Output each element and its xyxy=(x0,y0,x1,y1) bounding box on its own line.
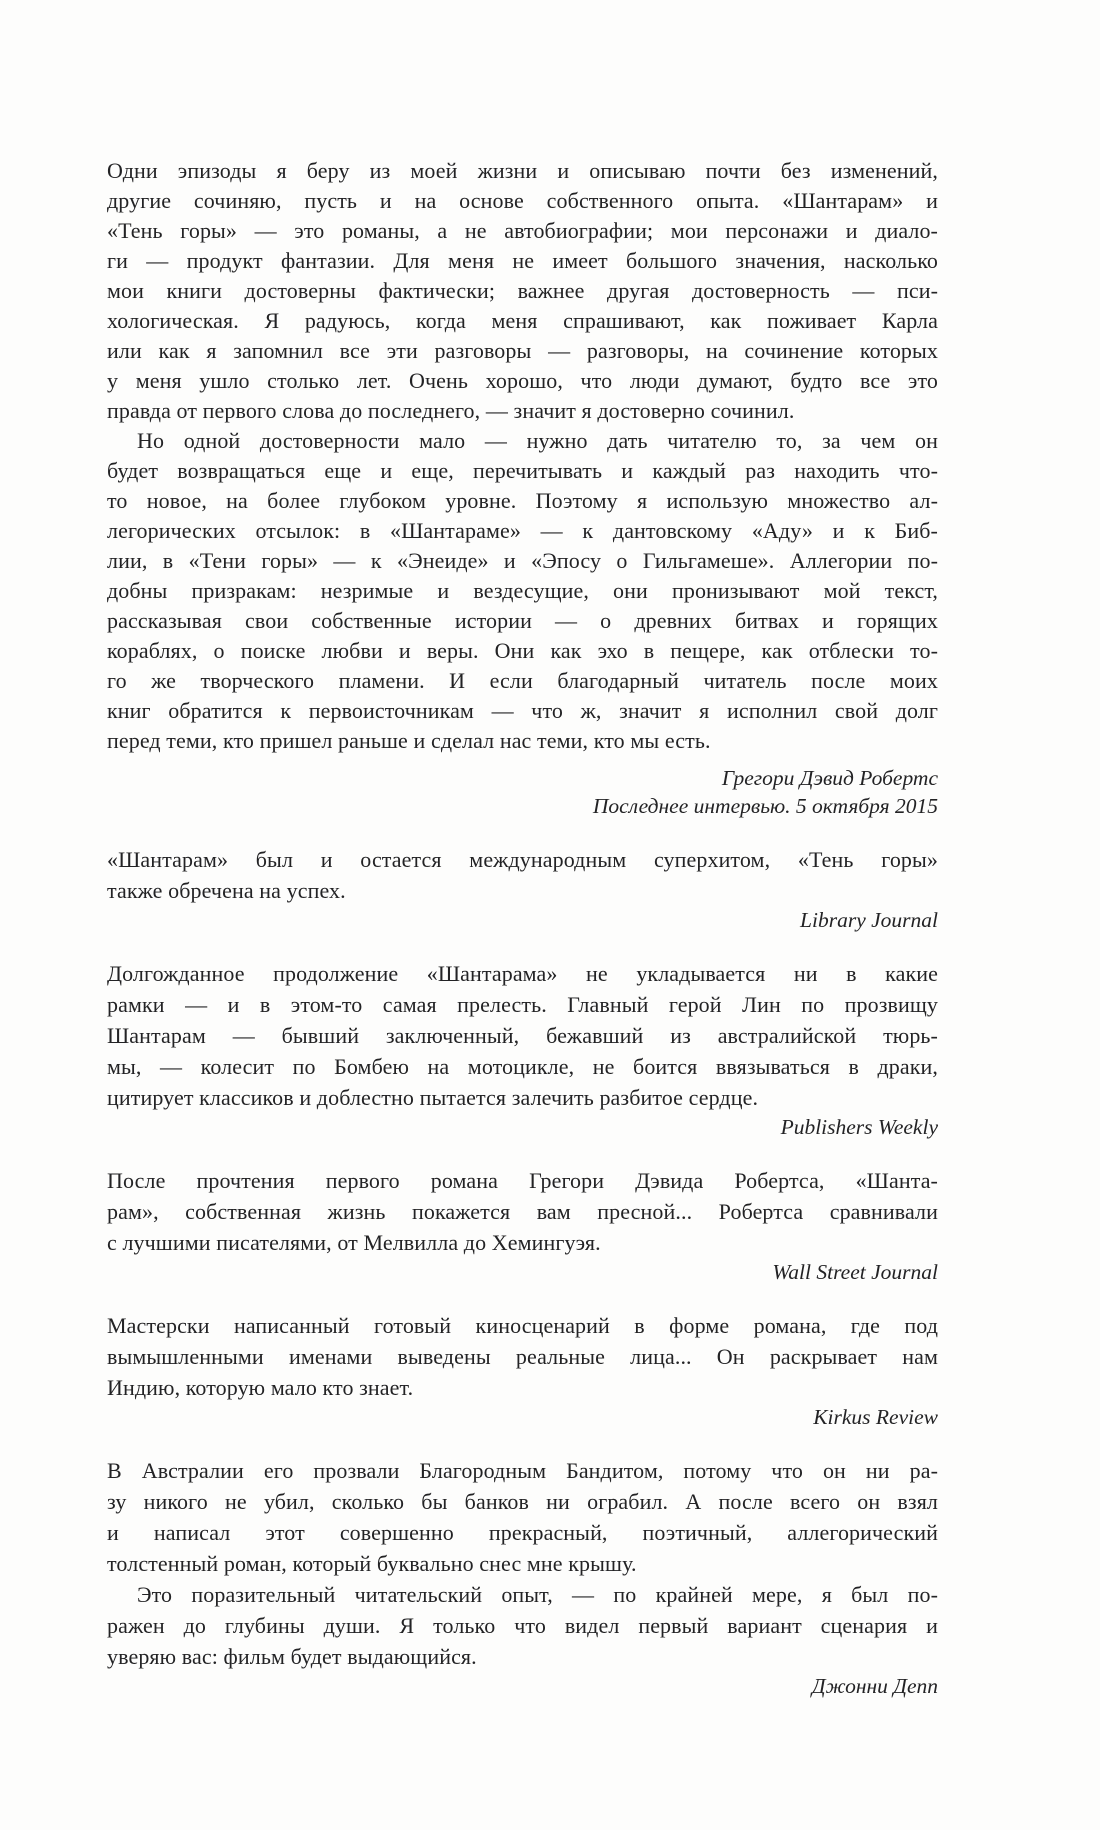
text-line: рассказывая свои собственные истории — о древних битвах и горящих xyxy=(107,608,938,633)
paragraph xyxy=(107,426,938,756)
paragraph xyxy=(107,844,938,906)
text-line: толстенный роман, который буквально снес мне крышу. xyxy=(107,1551,637,1576)
review-block xyxy=(107,958,938,1141)
text-line: зу никого не убил, сколько бы банков ни ограбил. А после всего он взял xyxy=(107,1489,938,1514)
text-line: и написал этот совершенно прекрасный, поэтичный, аллегорический xyxy=(107,1520,938,1545)
review-source: Publishers Weekly xyxy=(780,1115,938,1139)
paragraph xyxy=(107,1310,938,1403)
paragraph xyxy=(107,1579,938,1672)
paragraph xyxy=(107,1165,938,1258)
text-line: правда от первого слова до последнего, — значит я достоверно сочинил. xyxy=(107,398,795,423)
text-line: рам», собственная жизнь покажется вам пресной... Робертса сравнивали xyxy=(107,1199,938,1224)
paragraph xyxy=(107,1455,938,1579)
text-line: Это поразительный читательский опыт, — по крайней мере, я был по- xyxy=(137,1582,938,1607)
text-line: с лучшими писателями, от Мелвилла до Хемингуэя. xyxy=(107,1230,601,1255)
text-line: лии, в «Тени горы» — к «Энеиде» и «Эпосу о Гильгамеше». Аллегории по- xyxy=(107,548,938,573)
text-line: легорических отсылок: в «Шантараме» — к дантовскому «Аду» и к Биб- xyxy=(107,518,938,543)
review-block xyxy=(107,1165,938,1286)
text-line: ги — продукт фантазии. Для меня не имеет большого значения, насколько xyxy=(107,248,938,273)
text-line: хологическая. Я радуюсь, когда меня спрашивают, как поживает Карла xyxy=(107,308,938,333)
attribution-author: Грегори Дэвид Робертс xyxy=(721,766,938,790)
paragraph xyxy=(107,958,938,1113)
text-line: Индию, которую мало кто знает. xyxy=(107,1375,414,1400)
text-line: рамки — и в этом-то самая прелесть. Главный герой Лин по прозвищу xyxy=(107,992,938,1017)
review-block xyxy=(107,1455,938,1700)
paragraph xyxy=(107,156,938,426)
review-source: Library Journal xyxy=(800,908,938,932)
text-line: «Шантарам» был и остается международным суперхитом, «Тень горы» xyxy=(107,847,938,872)
text-line: После прочтения первого романа Грегори Дэвида Робертса, «Шанта- xyxy=(107,1168,938,1193)
text-line: Но одной достоверности мало — нужно дать читателю то, за чем он xyxy=(137,428,938,453)
text-line: кораблях, о поиске любви и веры. Они как эхо в пещере, как отблески то- xyxy=(107,638,938,663)
preface-attribution xyxy=(107,764,938,820)
text-line: Долгожданное продолжение «Шантарама» не укладывается ни в какие xyxy=(107,961,938,986)
text-line: уверяю вас: фильм будет выдающийся. xyxy=(107,1644,477,1669)
text-line: будет возвращаться еще и еще, перечитывать и каждый раз находить что- xyxy=(107,458,938,483)
text-line: Одни эпизоды я беру из моей жизни и описываю почти без изменений, xyxy=(107,158,938,183)
text-line: также обречена на успех. xyxy=(107,878,346,903)
text-line: то новое, на более глубоком уровне. Поэтому я использую множество ал- xyxy=(107,488,938,513)
text-line: го же творческого пламени. И если благодарный читатель после моих xyxy=(107,668,938,693)
review-block xyxy=(107,844,938,934)
review-source: Kirkus Review xyxy=(813,1405,938,1429)
review-source: Wall Street Journal xyxy=(772,1260,938,1284)
text-line: цитирует классиков и доблестно пытается залечить разбитое сердце. xyxy=(107,1085,759,1110)
preface-paragraphs xyxy=(107,156,938,756)
text-line: книг обратится к первоисточникам — что ж, значит я исполнил свой долг xyxy=(107,698,938,723)
text-line: Шантарам — бывший заключенный, бежавший из австралийской тюрь- xyxy=(107,1023,938,1048)
text-line: у меня ушло столько лет. Очень хорошо, что люди думают, будто все это xyxy=(107,368,938,393)
text-line: вымышленными именами выведены реальные лица... Он раскрывает нам xyxy=(107,1344,938,1369)
attribution-source: Последнее интервью. 5 октября 2015 xyxy=(592,794,938,818)
text-line: Мастерски написанный готовый киносценарий в форме романа, где под xyxy=(107,1313,938,1338)
text-line: другие сочиняю, пусть и на основе собственного опыта. «Шантарам» и xyxy=(107,188,938,213)
text-line: перед теми, кто пришел раньше и сделал нас теми, кто мы есть. xyxy=(107,728,711,753)
press-reviews xyxy=(107,844,938,1700)
text-line: или как я запомнил все эти разговоры — разговоры, на сочинение которых xyxy=(107,338,938,363)
text-line: мы, — колесит по Бомбею на мотоцикле, не боится ввязываться в драки, xyxy=(107,1054,938,1079)
review-block xyxy=(107,1310,938,1431)
author-preface xyxy=(107,156,938,820)
text-line: мои книги достоверны фактически; важнее другая достоверность — пси- xyxy=(107,278,938,303)
page-text-column xyxy=(107,156,938,1700)
text-line: В Австралии его прозвали Благородным Бандитом, потому что он ни ра- xyxy=(107,1458,938,1483)
text-line: добны призракам: незримые и вездесущие, они пронизывают мой текст, xyxy=(107,578,938,603)
review-source: Джонни Депп xyxy=(811,1674,938,1698)
text-line: ражен до глубины души. Я только что видел первый вариант сценария и xyxy=(107,1613,938,1638)
text-line: «Тень горы» — это романы, а не автобиографии; мои персонажи и диало- xyxy=(107,218,938,243)
